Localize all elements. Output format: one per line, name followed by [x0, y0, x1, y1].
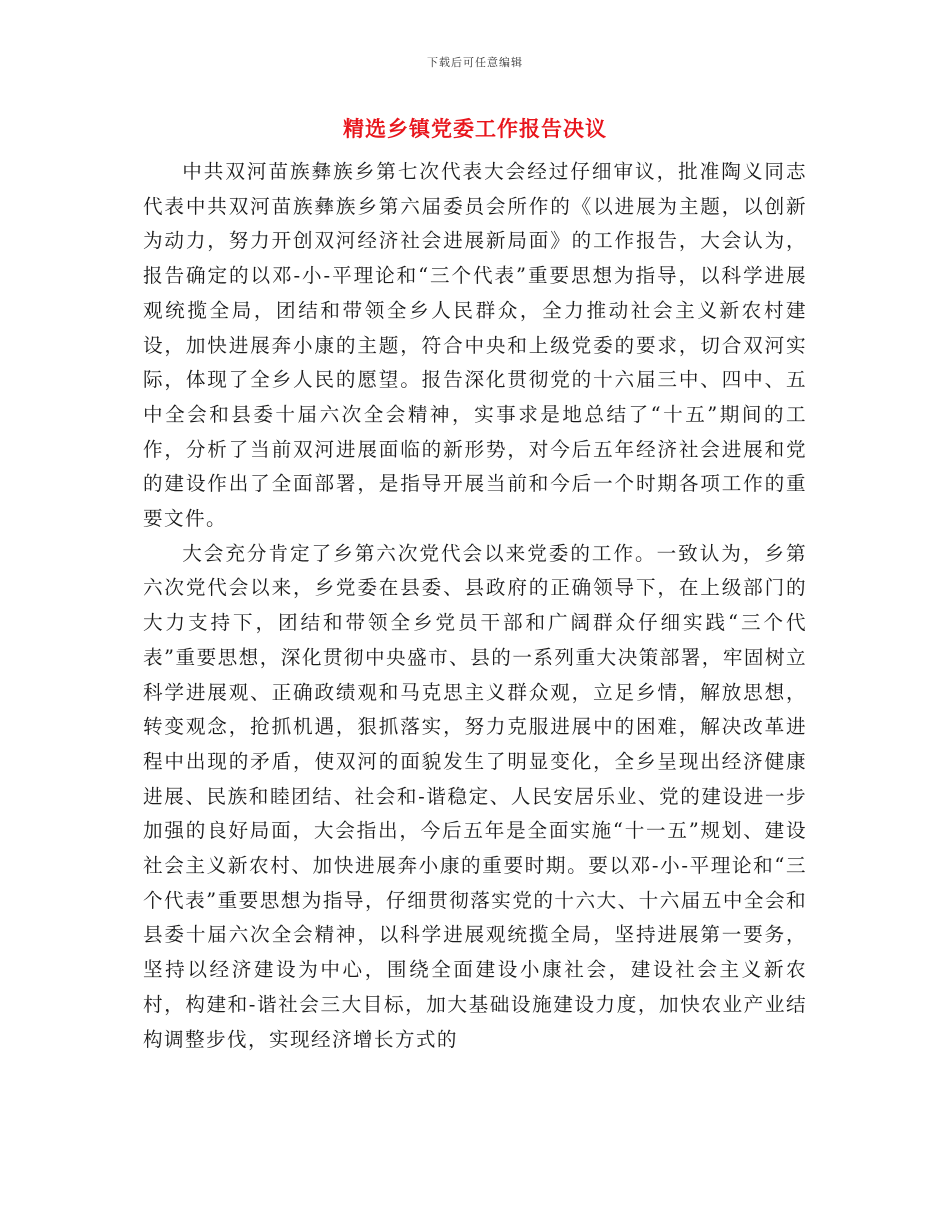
paragraph-2: 大会充分肯定了乡第六次党代会以来党委的工作。一致认为，乡第六次党代会以来，乡党委在县委、县政府的正确领导下，在上级部门的大力支持下，团结和带领全乡党员干部和广阔群众仔细实践“三个代表”重要思想，深化贯彻中央盛市、县的一系列重大决策部署，牢固树立科学进展观、正确政绩观和马克思主义群众观，立足乡情，解放思想，转变观念，抢抓机遇，狠抓落实，努力克服进展中的困难，解决改革进程中出现的矛盾，使双河的面貌发生了明显变化，全乡呈现出经济健康进展、民族和睦团结、社会和-谐稳定、人民安居乐业、党的建设进一步加强的良好局面，大会指出，今后五年是全面实施“十一五”规划、建设社会主义新农村、加快进展奔小康的重要时期。要以邓-小-平理论和“三个代表”重要思想为指导，仔细贯彻落实党的十六大、十六届五中全会和县委十届六次全会精神，以科学进展观统揽全局，坚持进展第一要务，坚持以经济建设为中心，围绕全面建设小康社会，建设社会主义新农村，构建和-谐社会三大目标，加大基础设施建设力度，加快农业产业结构调整步伐，实现经济增长方式的	[143, 541, 807, 1051]
document-title: 精选乡镇党委工作报告决议	[343, 116, 607, 141]
document-body	[143, 155, 807, 1057]
header-note: 下载后可任意编辑	[427, 56, 523, 69]
paragraph-1: 中共双河苗族彝族乡第七次代表大会经过仔细审议，批准陶义同志代表中共双河苗族彝族乡第六届委员会所作的《以进展为主题，以创新为动力，努力开创双河经济社会进展新局面》的工作报告，大会认为，报告确定的以邓-小-平理论和“三个代表”重要思想为指导，以科学进展观统揽全局，团结和带领全乡人民群众，全力推动社会主义新农村建设，加快进展奔小康的主题，符合中央和上级党委的要求，切合双河实际，体现了全乡人民的愿望。报告深化贯彻党的十六届三中、四中、五中全会和县委十届六次全会精神，实事求是地总结了“十五”期间的工作，分析了当前双河进展面临的新形势，对今后五年经济社会进展和党的建设作出了全面部署，是指导开展当前和今后一个时期各项工作的重要文件。	[143, 160, 807, 531]
